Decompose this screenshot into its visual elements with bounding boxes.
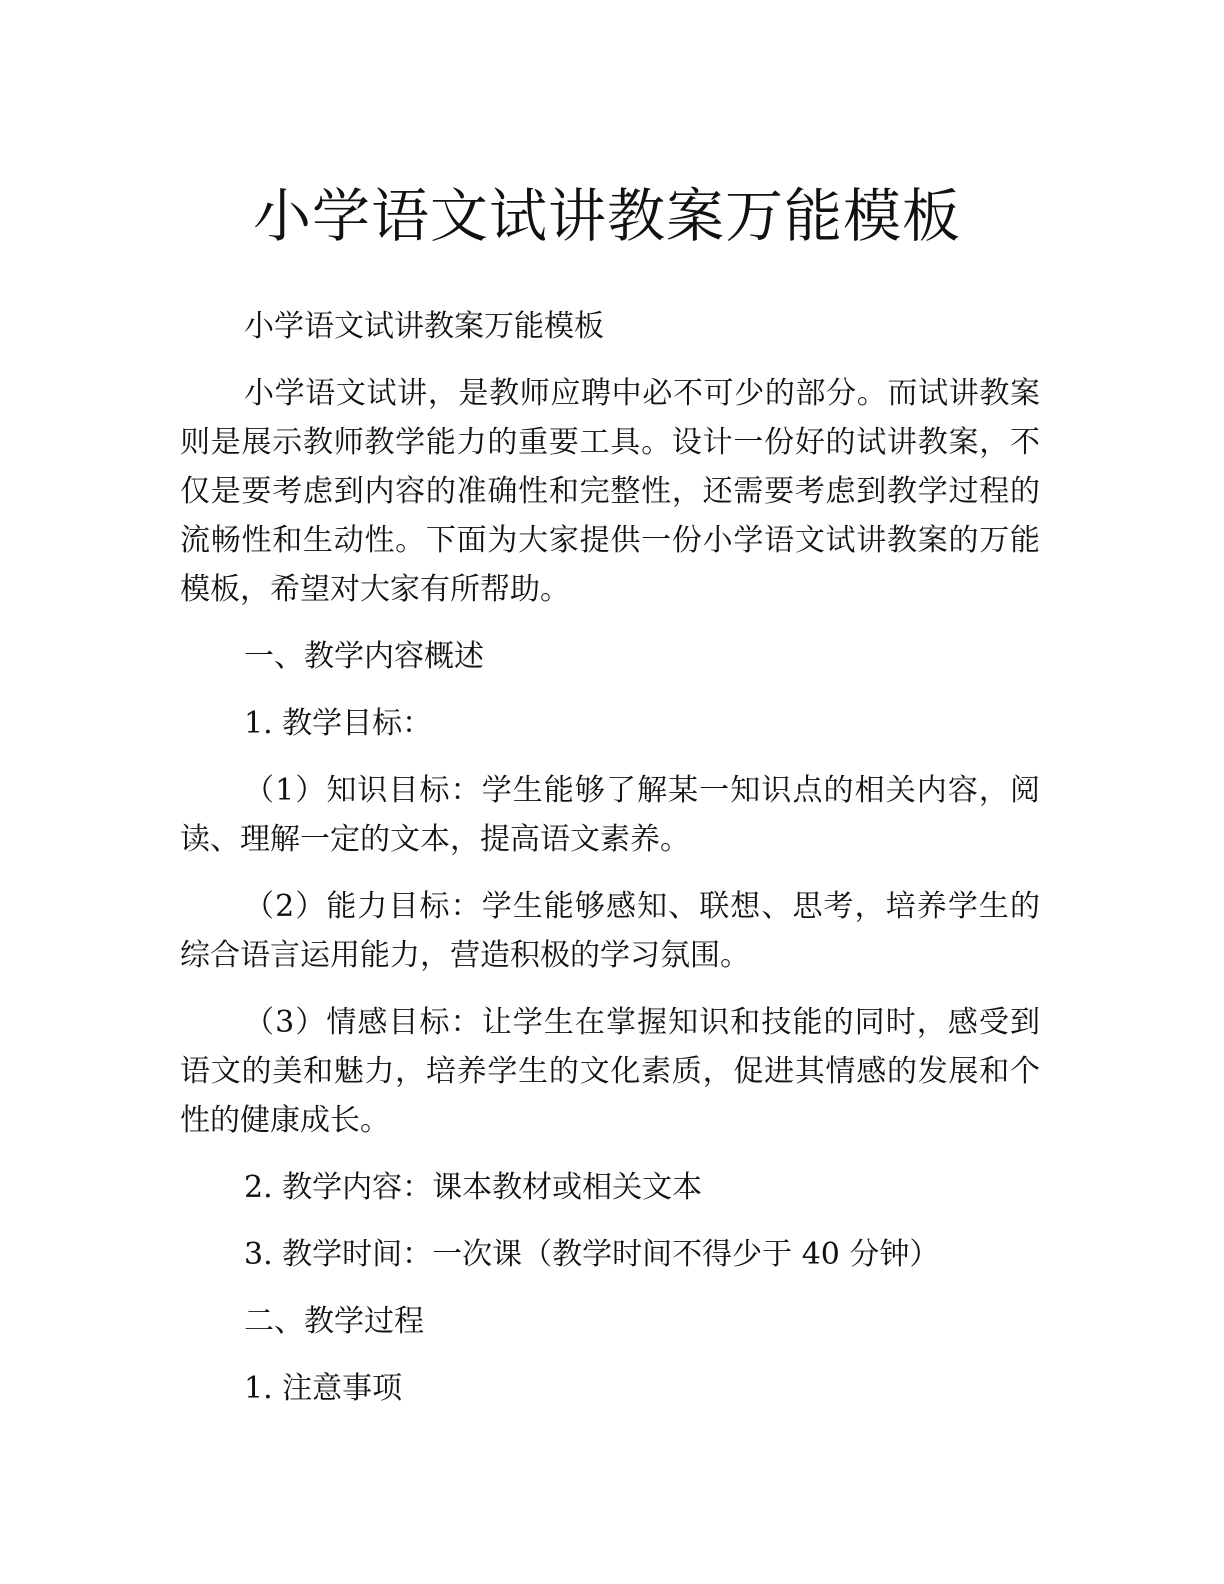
subtitle-paragraph: 小学语文试讲教案万能模板 xyxy=(244,309,604,344)
item-notes: 1. 注意事项 xyxy=(244,1371,403,1406)
section-heading-1: 一、教学内容概述 xyxy=(244,639,484,674)
item-teaching-content: 2. 教学内容：课本教材或相关文本 xyxy=(244,1170,703,1205)
goal-knowledge: （1）知识目标：学生能够了解某一知识点的相关内容，阅读、理解一定的文本，提高语文素养。 xyxy=(180,773,1040,857)
goal-ability: （2）能力目标：学生能够感知、联想、思考，培养学生的综合语言运用能力，营造积极的学习氛围。 xyxy=(180,889,1040,973)
document-body xyxy=(180,302,1040,1413)
section-heading-2: 二、教学过程 xyxy=(244,1304,424,1339)
item-teaching-time: 3. 教学时间：一次课（教学时间不得少于 40 分钟） xyxy=(244,1237,940,1272)
item-teaching-goals: 1. 教学目标： xyxy=(244,706,433,741)
intro-paragraph: 小学语文试讲，是教师应聘中必不可少的部分。而试讲教案则是展示教师教学能力的重要工具。设计一份好的试讲教案，不仅是要考虑到内容的准确性和完整性，还需要考虑到教学过程的流畅性和生动性。下面为大家提供一份小学语文试讲教案的万能模板，希望对大家有所帮助。 xyxy=(180,376,1040,607)
document-title: 小学语文试讲教案万能模板 xyxy=(252,182,961,250)
goal-emotion: （3）情感目标：让学生在掌握知识和技能的同时，感受到语文的美和魅力，培养学生的文化素质，促进其情感的发展和个性的健康成长。 xyxy=(180,1005,1040,1138)
